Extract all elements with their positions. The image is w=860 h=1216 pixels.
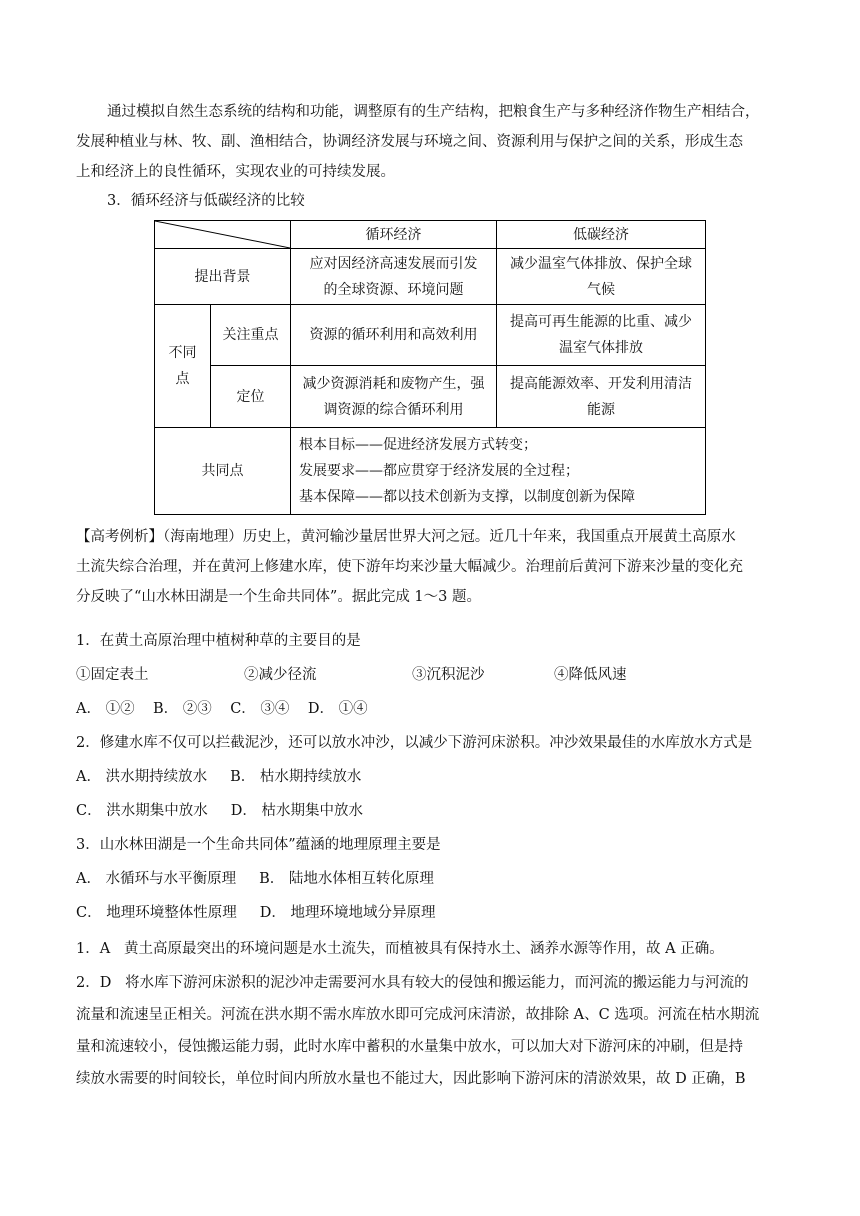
answer-options: A． 水循环与水平衡原理 B． 陆地水体相互转化原理 (76, 871, 434, 887)
question-1 (76, 626, 792, 728)
diagonal-corner-cell (155, 221, 291, 249)
row-label: 提出背景 (155, 249, 291, 305)
table-row-focus (155, 305, 706, 366)
diagonal-line (155, 221, 290, 248)
cell-line: 气候 (587, 281, 615, 298)
row-label: 共同点 (155, 428, 291, 515)
intro-line: 发展种植业与林、牧、副、渔相结合，协调经济发展与环境之间、资源利用与保护之间的关系，形成生态 (76, 134, 743, 150)
table-cell (497, 249, 706, 305)
row-label: 关注重点 (211, 305, 291, 366)
section-title: 3．循环经济与低碳经济的比较 (107, 193, 305, 209)
statement-item: ②减少径流 (244, 667, 317, 683)
column-header-circular: 循环经济 (291, 221, 497, 249)
cell-line: 应对因经济高速发展而引发 (309, 255, 478, 272)
table-row-common (155, 428, 706, 515)
question-stem: 1．在黄土高原治理中植树种草的主要目的是 (76, 633, 361, 649)
example-line: 【高考例析】（海南地理）历史上，黄河输沙量居世界大河之冠。近几十年来，我国重点开展黄土高原水 (76, 529, 736, 545)
cell-line: 发展要求——都应贯穿于经济发展的全过程； (299, 463, 579, 479)
statement-item: ④降低风速 (554, 667, 627, 683)
question-3 (76, 830, 792, 932)
table-cell (291, 366, 497, 428)
answer-options: C． 洪水期集中放水 D． 枯水期集中放水 (76, 803, 363, 819)
table-row-background (155, 249, 706, 305)
row-label-differences (155, 305, 211, 428)
answer-line: 流量和流速呈正相关。河流在洪水期不需水库放水即可完成河床清淤，故排除 A、C 选项。河流在枯水期流 (76, 1007, 760, 1023)
answer-line: 续放水需要的时间较长，单位时间内所放水量也不能过大，因此影响下游河床的清淤效果，故 D 正确，B (76, 1071, 746, 1087)
table-cell (497, 366, 706, 428)
comparison-table (154, 220, 706, 515)
answer-options: C． 地理环境整体性原理 D． 地理环境地域分异原理 (76, 905, 436, 921)
cell-line: 点 (175, 371, 190, 387)
cell-line: 减少温室气体排放、保护全球 (510, 255, 692, 272)
exam-example (76, 522, 792, 612)
intro-line: 上和经济上的良性循环，实现农业的可持续发展。 (76, 164, 395, 180)
row-label: 定位 (211, 366, 291, 428)
cell-line: 基本保障——都以技术创新为支撑，以制度创新为保障 (299, 489, 635, 505)
cell-line: 提高能源效率、开发利用清洁 (510, 375, 692, 392)
question-stem: 3．山水林田湖是一个生命共同体”蕴涵的地理原理主要是 (76, 837, 441, 853)
table-cell (291, 249, 497, 305)
cell-line: 温室气体排放 (559, 340, 643, 356)
table-cell (291, 428, 706, 515)
example-line: 土流失综合治理，并在黄河上修建水库，使下游年均来沙量大幅减少。治理前后黄河下游来沙量的变化充 (76, 559, 743, 575)
section-heading (76, 186, 792, 216)
cell-line: 能源 (587, 401, 615, 418)
intro-paragraph (76, 97, 792, 187)
example-line: 分反映了“山水林田湖是一个生命共同体”。据此完成 1～3 题。 (76, 589, 481, 605)
statement-item: ①固定表土 (76, 667, 149, 683)
question-2 (76, 728, 792, 830)
intro-line: 通过模拟自然生态系统的结构和功能，调整原有的生产结构，把粮食生产与多种经济作物生产相结合， (107, 104, 760, 120)
table-cell (497, 305, 706, 366)
answer-line: 2．D 将水库下游河床淤积的泥沙冲走需要河水具有较大的侵蚀和搬运能力，而河流的搬运能力与河流的 (76, 975, 749, 991)
table-cell: 资源的循环利用和高效利用 (291, 305, 497, 366)
statement-item: ③沉积泥沙 (412, 667, 485, 683)
cell-line: 不同 (168, 345, 197, 361)
statement-list (76, 660, 792, 694)
question-stem: 2．修建水库不仅可以拦截泥沙，还可以放水冲沙，以减少下游河床淤积。冲沙效果最佳的水库放水方式是 (76, 735, 753, 751)
column-header-lowcarbon: 低碳经济 (497, 221, 706, 249)
answer-line: 1．A 黄土高原最突出的环境问题是水土流失，而植被具有保持水土、涵养水源等作用，故 A 正确。 (76, 941, 724, 957)
cell-line: 提高可再生能源的比重、减少 (510, 314, 692, 330)
cell-line: 根本目标——促进经济发展方式转变； (299, 437, 537, 453)
answer-options: A． 洪水期持续放水 B． 枯水期持续放水 (76, 769, 362, 785)
cell-line: 的全球资源、环境问题 (323, 281, 464, 298)
table-header-row (155, 221, 706, 249)
answer-line: 量和流速较小，侵蚀搬运能力弱，此时水库中蓄积的水量集中放水，可以加大对下游河床的冲刷，但是持 (76, 1039, 743, 1055)
answer-explanations (76, 934, 792, 1096)
table-row-position (155, 366, 706, 428)
answer-options: A． ①② B． ②③ C． ③④ D． ①④ (76, 701, 368, 717)
cell-line: 减少资源消耗和废物产生，强 (302, 375, 485, 392)
cell-line: 调资源的综合循环利用 (323, 401, 464, 418)
